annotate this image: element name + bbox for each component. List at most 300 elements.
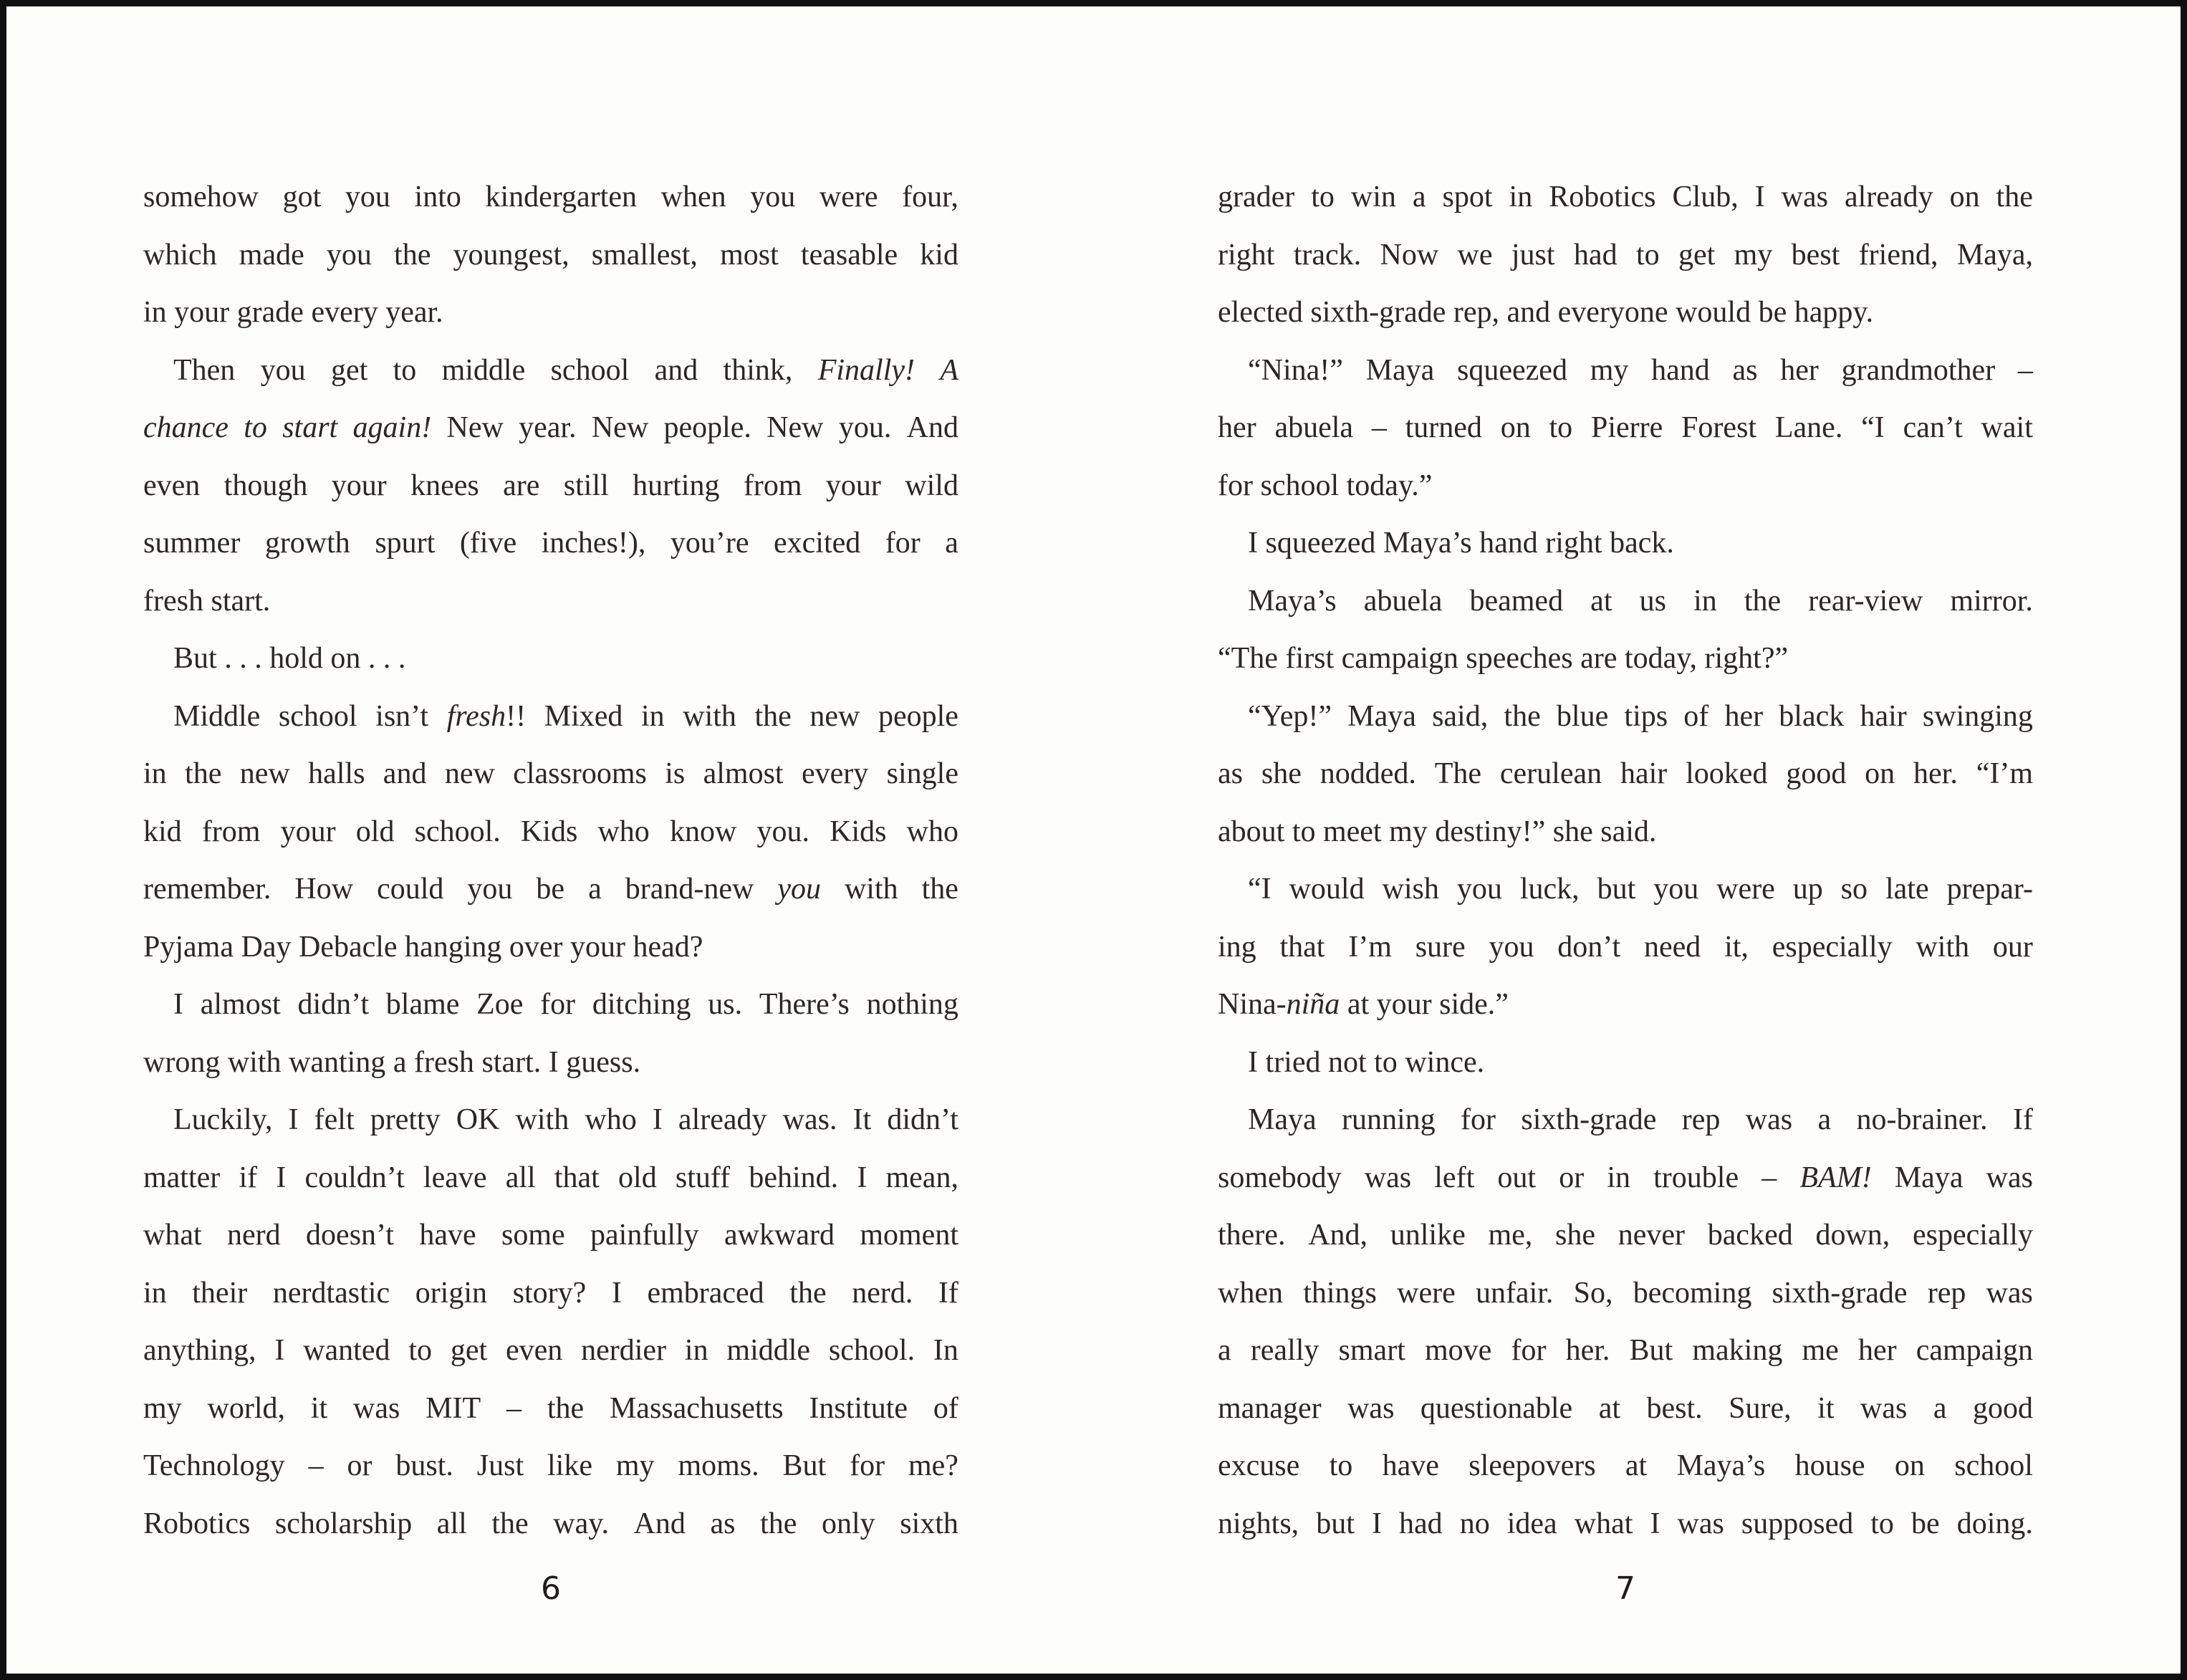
word: had	[1573, 238, 1618, 272]
word: excited	[774, 527, 861, 560]
paragraph	[1218, 688, 2033, 861]
word: Debacle	[298, 930, 398, 964]
word: I	[276, 1161, 287, 1194]
word: especially	[1913, 1219, 2033, 1252]
word: the	[760, 1507, 797, 1540]
word: over	[509, 930, 563, 964]
word: rep,	[1453, 296, 1499, 329]
word: no-brainer.	[1856, 1103, 1988, 1136]
word: first	[1285, 642, 1335, 675]
word: stuff	[675, 1161, 731, 1194]
word: turned	[1405, 411, 1482, 444]
text-line	[1218, 168, 2033, 226]
word: .	[239, 642, 247, 675]
word: There’s	[759, 988, 850, 1021]
word: your	[1376, 988, 1432, 1021]
word: her.	[1565, 1334, 1610, 1367]
word: their	[192, 1276, 248, 1310]
word: a	[945, 527, 958, 560]
text-line	[1218, 860, 2033, 918]
word: “I	[1248, 873, 1272, 906]
word: what	[143, 1219, 202, 1252]
text-line	[143, 688, 958, 746]
word: I	[274, 1334, 285, 1367]
paragraph	[1218, 1091, 2033, 1552]
word: Maya	[1894, 1161, 1964, 1194]
word: got	[282, 181, 322, 213]
word: you	[777, 873, 821, 906]
word: sixth-grade	[1521, 1103, 1657, 1136]
word: Maya,	[1956, 238, 2033, 272]
text-line	[143, 342, 958, 400]
word: scholarship	[274, 1507, 413, 1540]
word: to	[1374, 1045, 1398, 1079]
word: new	[239, 757, 290, 790]
word: nerdier	[581, 1334, 667, 1367]
word: hanging	[405, 930, 502, 964]
word: manager	[1218, 1391, 1322, 1425]
word: Maya	[1248, 1103, 1317, 1136]
word: she	[1261, 757, 1302, 790]
word: speeches	[1466, 642, 1573, 675]
word: all	[436, 1507, 467, 1540]
word: at	[1590, 584, 1612, 618]
word: hand	[1651, 353, 1710, 387]
word: tips	[1624, 699, 1668, 733]
word: at	[1347, 988, 1370, 1021]
word: questionable	[1420, 1391, 1573, 1425]
word: blame	[385, 988, 460, 1021]
word: you.	[756, 815, 809, 848]
word: fresh	[143, 584, 203, 618]
word: A	[940, 353, 958, 387]
word: spot	[1442, 181, 1493, 213]
word: still	[563, 469, 609, 502]
word: out	[1497, 1161, 1537, 1194]
word: are	[503, 469, 540, 502]
word: trouble	[1653, 1161, 1739, 1194]
word: her.	[1913, 757, 1958, 790]
word: guess.	[566, 1045, 641, 1079]
text-line	[1218, 284, 2033, 342]
text-line	[143, 399, 958, 457]
word: to	[1635, 238, 1660, 272]
word: I	[1650, 1507, 1660, 1540]
word: sure	[1415, 930, 1466, 964]
text-line	[143, 918, 958, 976]
word: Pierre	[1590, 411, 1663, 444]
word: didn’t	[297, 988, 370, 1021]
word: unfair.	[1475, 1276, 1554, 1310]
word: campaign	[1916, 1334, 2033, 1367]
word: –	[308, 1449, 324, 1482]
word: new	[444, 757, 495, 790]
text-line	[1218, 226, 2033, 284]
word: abuela	[1363, 584, 1443, 618]
word: But	[1629, 1334, 1673, 1367]
text-line	[143, 514, 958, 572]
word: were	[819, 181, 878, 213]
word: with	[844, 873, 898, 906]
word: MIT	[426, 1391, 481, 1425]
word: The	[1434, 757, 1482, 790]
word: you	[1653, 873, 1699, 906]
paragraph	[143, 342, 958, 630]
text-line	[143, 860, 958, 918]
word: sixth-grade	[1772, 1276, 1908, 1310]
paragraph	[143, 630, 958, 688]
word: with	[515, 1103, 569, 1136]
word: your	[280, 815, 336, 848]
word: was	[353, 1391, 400, 1425]
word: swinging	[1922, 699, 2033, 733]
word: Mixed	[544, 699, 623, 733]
word: growth	[264, 527, 350, 560]
word: wince.	[1405, 1045, 1485, 1079]
word: But	[173, 642, 217, 675]
text-line	[143, 1437, 958, 1495]
text-line	[1218, 1149, 2033, 1207]
word: have	[1382, 1449, 1439, 1482]
word: just	[1511, 238, 1555, 272]
word: abuela	[1274, 411, 1354, 444]
word: grader	[1218, 181, 1295, 213]
word: that	[1279, 930, 1325, 964]
word: knees	[410, 469, 479, 502]
word: every	[801, 757, 869, 790]
word: my	[143, 1391, 182, 1425]
word: to	[1329, 1449, 1353, 1482]
word: to	[1549, 411, 1573, 444]
word: .	[254, 642, 262, 675]
word: only	[821, 1507, 875, 1540]
word: I’m	[1348, 930, 1392, 964]
word: almost	[200, 988, 281, 1021]
word: as	[1732, 353, 1758, 387]
word: right	[1545, 527, 1602, 560]
word: was	[1986, 1276, 2033, 1310]
word: Maya	[1347, 699, 1416, 733]
word: doing.	[1956, 1507, 2033, 1540]
word: –	[506, 1391, 521, 1425]
word: today.”	[1346, 469, 1433, 502]
word: Robotics	[143, 1507, 251, 1540]
word: And	[906, 411, 958, 444]
word: I	[288, 1103, 299, 1136]
word: luck,	[1519, 873, 1580, 906]
word: the	[547, 1391, 585, 1425]
word: people.	[663, 411, 751, 444]
word: excuse	[1218, 1449, 1300, 1482]
word: chance	[143, 411, 229, 444]
word: but	[1316, 1507, 1355, 1540]
word: meet	[1322, 815, 1382, 848]
word: spurt	[375, 527, 436, 560]
word: school.	[414, 815, 501, 848]
word: get	[450, 1334, 488, 1367]
word: track.	[1293, 238, 1362, 272]
word: and	[383, 757, 427, 790]
word: moms.	[678, 1449, 759, 1482]
word: OK	[456, 1103, 500, 1136]
word: running	[1342, 1103, 1436, 1136]
word: in	[143, 757, 167, 790]
word: elected	[1218, 296, 1303, 329]
word: my	[1734, 238, 1773, 272]
word: win	[1350, 181, 1396, 213]
text-line	[143, 168, 958, 226]
word: best	[1791, 238, 1840, 272]
word: “I	[1861, 411, 1885, 444]
word: right?”	[1704, 642, 1789, 675]
word: Middle	[173, 699, 261, 733]
word: school	[550, 353, 630, 387]
word: Forest	[1681, 411, 1757, 444]
word: would	[1289, 873, 1365, 906]
text-line	[1218, 630, 2033, 688]
text-line	[1218, 514, 2033, 572]
word: kid	[143, 815, 182, 848]
word: especially	[1772, 930, 1893, 964]
word: school	[1954, 1449, 2033, 1482]
word: fresh	[413, 1045, 474, 1079]
word: with	[1916, 930, 1970, 964]
word: to	[1311, 181, 1335, 213]
text-line	[143, 1264, 958, 1323]
word: my	[1389, 815, 1428, 848]
word: in	[1509, 181, 1533, 213]
word: when	[1218, 1276, 1283, 1310]
word: her	[1218, 411, 1256, 444]
paragraph	[1218, 342, 2033, 515]
word: know	[669, 815, 737, 848]
word: a	[1817, 1103, 1832, 1136]
word: from	[743, 469, 802, 502]
word: ing	[1218, 930, 1256, 964]
word: embraced	[647, 1276, 764, 1310]
word: she	[1555, 1219, 1596, 1252]
text-line	[1218, 399, 2033, 457]
word: teasable	[800, 238, 898, 272]
word: get	[330, 353, 368, 387]
word: blue	[1556, 699, 1609, 733]
word: Kids	[830, 815, 887, 848]
word: mirror.	[1950, 584, 2033, 618]
page-number-left: 6	[541, 1570, 561, 1607]
word: moment	[860, 1219, 958, 1252]
word: a	[1218, 1334, 1231, 1367]
word: from	[201, 815, 261, 848]
word: Then	[173, 353, 236, 387]
word: nerd.	[852, 1276, 913, 1310]
word: hair	[1620, 757, 1668, 790]
text-line	[143, 572, 958, 630]
word: wait	[1981, 411, 2033, 444]
text-line	[1218, 688, 2033, 746]
word: halls	[308, 757, 365, 790]
word: wrong	[143, 1045, 221, 1079]
text-line	[1218, 1495, 2033, 1553]
word: I	[611, 1276, 622, 1310]
word: Zoe	[476, 988, 524, 1021]
word: Technology	[143, 1449, 285, 1482]
text-line	[143, 976, 958, 1034]
word: squeezed	[1265, 527, 1376, 560]
word: best.	[1646, 1391, 1703, 1425]
word: were	[1716, 873, 1775, 906]
word: brand-new	[625, 873, 754, 906]
word: are	[1580, 642, 1618, 675]
word: wild	[905, 469, 958, 502]
word: her	[1780, 353, 1819, 387]
word: somehow	[143, 181, 259, 213]
word: who	[597, 815, 650, 848]
word: what	[1574, 1507, 1633, 1540]
word: her	[1724, 699, 1764, 733]
word: which	[143, 238, 217, 272]
paragraph	[1218, 168, 2033, 342]
word: I	[1248, 527, 1258, 560]
word: Now	[1380, 238, 1439, 272]
word: Day	[241, 930, 292, 964]
word: “Yep!”	[1248, 699, 1332, 733]
word: mean,	[885, 1161, 958, 1194]
word: you’re	[670, 527, 749, 560]
word: nodded.	[1320, 757, 1416, 790]
text-line	[143, 1034, 958, 1092]
word: New	[446, 411, 504, 444]
word: on	[330, 642, 361, 675]
word: –	[1371, 411, 1387, 444]
word: you.	[838, 411, 892, 444]
word: you	[260, 353, 306, 387]
word: into	[414, 181, 461, 213]
word: nothing	[866, 988, 958, 1021]
word: a	[1412, 181, 1426, 213]
page-number-right: 7	[1615, 1570, 1635, 1607]
word: grade	[236, 296, 304, 329]
word: that	[554, 1161, 600, 1194]
word: “Nina!”	[1248, 353, 1343, 387]
word: when	[660, 181, 726, 213]
word: to	[408, 1334, 432, 1367]
word: Massachusetts	[609, 1391, 784, 1425]
word: your	[570, 930, 625, 964]
word: was	[1745, 1103, 1793, 1136]
word: there.	[1218, 1219, 1286, 1252]
word: If	[2012, 1103, 2033, 1136]
word: or	[347, 1449, 372, 1482]
word: on	[1894, 1449, 1925, 1482]
word: hand	[1479, 527, 1538, 560]
word: if	[239, 1161, 258, 1194]
word: origin	[415, 1276, 488, 1310]
word: and	[654, 353, 698, 387]
text-line	[143, 1149, 958, 1207]
word: some	[501, 1219, 565, 1252]
word: move	[1425, 1334, 1492, 1367]
word: at	[1625, 1449, 1648, 1482]
word: like	[547, 1449, 592, 1482]
text-line	[143, 284, 958, 342]
word: bust.	[395, 1449, 453, 1482]
word: right	[1218, 238, 1275, 272]
text-line	[1218, 745, 2033, 803]
word: our	[1992, 930, 2033, 964]
word: but	[1597, 873, 1636, 906]
word: to	[244, 411, 267, 444]
word: said,	[1432, 699, 1489, 733]
word: Institute	[809, 1391, 908, 1425]
word: I	[1371, 1507, 1382, 1540]
word: school.	[828, 1334, 915, 1367]
word: campaign	[1341, 642, 1458, 675]
paragraph	[143, 688, 958, 976]
word: we	[1457, 238, 1493, 272]
word: even	[505, 1334, 563, 1367]
text-line	[1218, 1380, 2033, 1438]
word: in	[1607, 1161, 1630, 1194]
word: and	[1506, 296, 1551, 329]
word: the	[491, 1507, 529, 1540]
word: or	[1559, 1161, 1585, 1194]
word: Robotics	[1549, 181, 1656, 213]
word: rep	[1681, 1103, 1721, 1136]
word: I	[1248, 1045, 1258, 1079]
word: year.	[385, 296, 443, 329]
word: almost	[703, 757, 784, 790]
word: your	[825, 469, 881, 502]
word: would	[1676, 296, 1751, 329]
word: for	[1218, 469, 1253, 502]
word: –	[2017, 353, 2033, 387]
word: Pyjama	[143, 930, 234, 964]
word: doesn’t	[306, 1219, 394, 1252]
word: who	[906, 815, 958, 848]
word: tried	[1265, 1045, 1321, 1079]
word: smart	[1338, 1334, 1405, 1367]
word: BAM!	[1799, 1161, 1872, 1194]
word: in	[684, 1334, 708, 1367]
word: never	[1618, 1219, 1686, 1252]
word: really	[1250, 1334, 1320, 1367]
word: for	[1511, 1334, 1547, 1367]
word: hair	[1860, 699, 1907, 733]
word: for	[885, 527, 921, 560]
word: Luckily,	[173, 1103, 273, 1136]
word: your	[174, 296, 230, 329]
text-line	[1218, 342, 2033, 400]
word: things	[1303, 1276, 1377, 1310]
word: beamed	[1469, 584, 1564, 618]
word: a	[393, 1045, 407, 1079]
word: so	[1840, 873, 1868, 906]
text-line	[143, 1380, 958, 1438]
text-line	[143, 457, 958, 515]
word: nerd	[227, 1219, 281, 1252]
word: kindergarten	[485, 181, 637, 213]
word: school	[278, 699, 357, 733]
text-line	[143, 1091, 958, 1149]
word: Sure,	[1729, 1391, 1792, 1425]
word: for	[850, 1449, 885, 1482]
text-line	[1218, 918, 2033, 976]
word: the	[921, 873, 958, 906]
word: felt	[314, 1103, 355, 1136]
word: nights,	[1218, 1507, 1299, 1540]
word: single	[886, 757, 958, 790]
word: head?	[633, 930, 703, 964]
